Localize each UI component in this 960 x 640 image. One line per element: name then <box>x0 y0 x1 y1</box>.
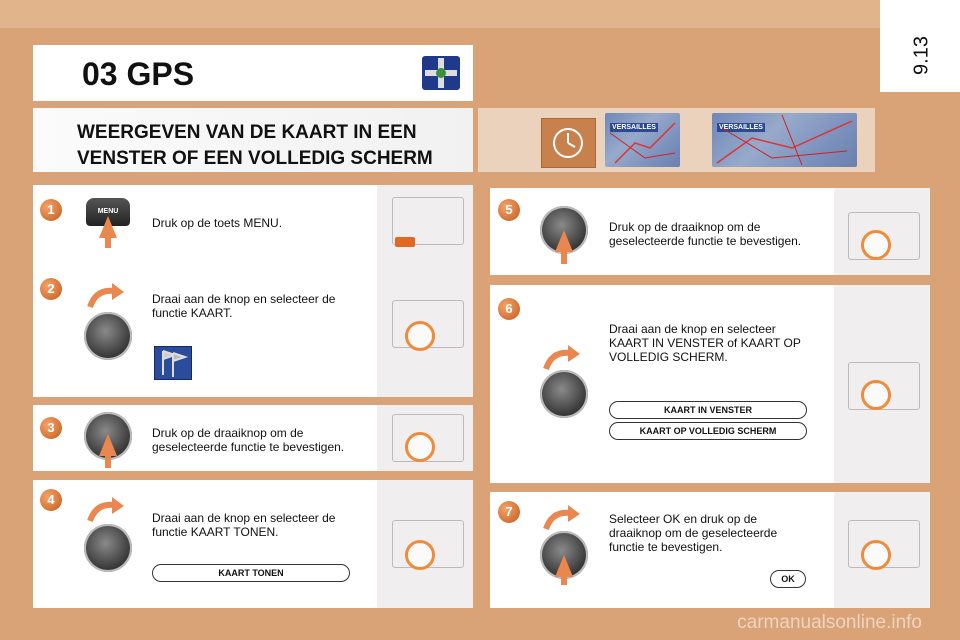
step-3-line-1: Druk op de draaiknop om de <box>152 426 304 440</box>
map-fullscreen-preview <box>712 113 857 167</box>
step-6-number: 6 <box>498 298 520 320</box>
map-flags-icon <box>154 346 192 380</box>
map-city-label: VERSAILLES <box>612 124 656 131</box>
rotate-arrow-icon <box>542 505 582 533</box>
step-3-text <box>152 426 344 454</box>
press-arrow-icon <box>99 434 117 456</box>
step-5-number: 5 <box>498 199 520 221</box>
rotate-arrow-icon <box>86 283 126 311</box>
option-kaart-op-volledig-scherm[interactable]: KAART OP VOLLEDIG SCHERM <box>609 422 807 440</box>
step-6-line-1: Draai aan de knop en selecteer <box>609 322 776 336</box>
page-number: 9.13 <box>910 36 933 75</box>
menu-button-icon: MENU <box>86 198 130 226</box>
press-arrow-icon <box>555 555 573 577</box>
device-menu-key <box>395 237 415 247</box>
step-4-text <box>152 511 335 539</box>
step-3-line-2: geselecteerde functie te bevestigen. <box>152 440 345 454</box>
step-4-line-1: Draai aan de knop en selecteer de <box>152 511 336 525</box>
option-kaart-in-venster[interactable]: KAART IN VENSTER <box>609 401 807 419</box>
step-5-line-1: Druk op de draaiknop om de <box>609 220 761 234</box>
top-band <box>0 0 880 28</box>
rotary-knob-icon <box>540 370 588 418</box>
press-arrow-stem <box>105 236 111 248</box>
step-2-line-1: Draai aan de knop en selecteer de <box>152 292 336 306</box>
step-7-line-3: functie te bevestigen. <box>609 540 723 554</box>
step-2-number: 2 <box>40 278 62 300</box>
device-knob-highlight <box>861 230 891 260</box>
step-7-text <box>609 512 777 554</box>
step-5-line-2: geselecteerde functie te bevestigen. <box>609 234 802 248</box>
map-city-label-fullscreen: VERSAILLES <box>719 124 763 131</box>
step-2-text <box>152 292 335 320</box>
watermark: carmanualsonline.info <box>737 612 922 633</box>
device-knob-highlight <box>405 321 435 351</box>
step-6-line-3: VOLLEDIG SCHERM. <box>609 350 728 364</box>
press-arrow-stem <box>561 250 567 264</box>
rotate-arrow-icon <box>542 345 582 373</box>
step-1-text <box>152 216 282 230</box>
step-7-number: 7 <box>498 501 520 523</box>
rotary-knob-icon <box>84 312 132 360</box>
step-2-line-2: functie KAART. <box>152 306 233 320</box>
press-arrow-stem <box>561 575 567 585</box>
gps-crossroads-icon <box>422 56 460 90</box>
device-knob-highlight <box>405 432 435 462</box>
step-1-number: 1 <box>40 199 62 221</box>
device-knob-highlight <box>861 380 891 410</box>
device-knob-highlight <box>861 540 891 570</box>
option-ok[interactable]: OK <box>770 570 806 588</box>
step-4-number: 4 <box>40 489 62 511</box>
step-3-number: 3 <box>40 417 62 439</box>
option-kaart-tonen[interactable]: KAART TONEN <box>152 564 350 582</box>
step-1-line-1: Druk op de toets MENU. <box>152 216 283 230</box>
press-arrow-icon <box>555 230 573 252</box>
step-5-text <box>609 220 801 248</box>
subtitle-line-2: VENSTER OF EEN VOLLEDIG SCHERM <box>77 148 433 169</box>
section-subtitle <box>77 120 477 172</box>
step-7-line-2: draaiknop om de geselecteerde <box>609 526 778 540</box>
step-6-line-2: KAART IN VENSTER of KAART OP <box>609 336 801 350</box>
rotate-arrow-icon <box>86 497 126 525</box>
press-arrow-stem <box>105 454 111 468</box>
clock-icon <box>541 118 596 168</box>
page-title: 03 GPS <box>82 56 195 92</box>
step-7-line-1: Selecteer OK en druk op de <box>609 512 758 526</box>
device-knob-highlight <box>405 540 435 570</box>
subtitle-line-1: WEERGEVEN VAN DE KAART IN EEN <box>77 122 417 143</box>
rotary-knob-icon <box>84 524 132 572</box>
step-4-line-2: functie KAART TONEN. <box>152 525 279 539</box>
step-6-text <box>609 322 801 364</box>
press-arrow-icon <box>99 216 117 238</box>
map-window-preview <box>605 113 680 167</box>
